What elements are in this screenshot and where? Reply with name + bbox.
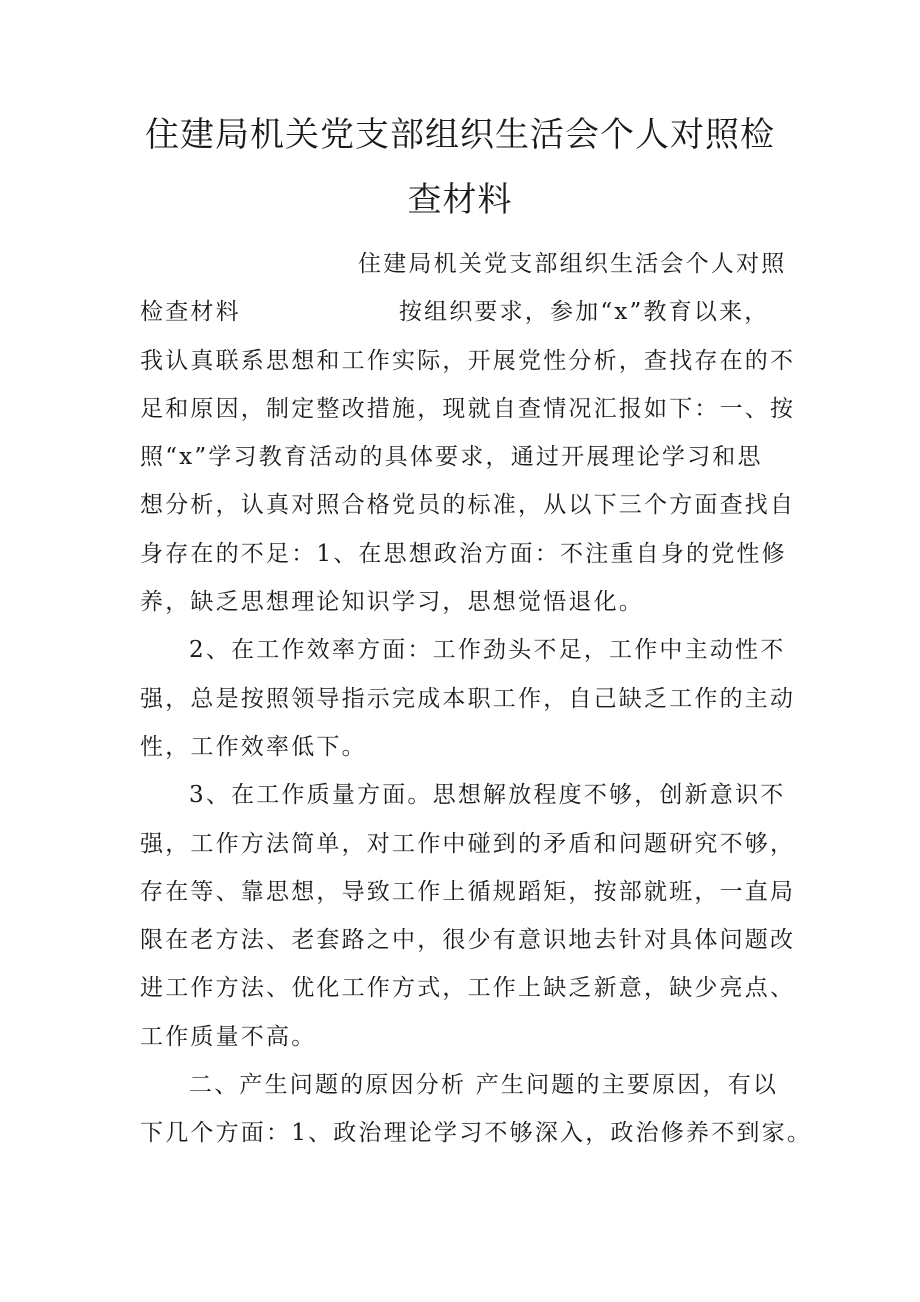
body-line: 3、在工作质量方面。思想解放程度不够，创新意识不 bbox=[189, 782, 786, 809]
body-line bbox=[140, 288, 785, 336]
body-line: 性，工作效率低下。 bbox=[140, 733, 367, 760]
body-line: 工作质量不高。 bbox=[140, 1023, 317, 1050]
body-line: 住建局机关党支部组织生活会个人对照 bbox=[358, 251, 787, 277]
body-line: 2、在工作效率方面：工作劲头不足，工作中主动性不 bbox=[189, 637, 786, 664]
body-line: 照“x”学习教育活动的具体要求，通过开展理论学习和思 bbox=[140, 444, 763, 471]
body-line: 限在老方法、老套路之中，很少有意识地去针对具体问题改 bbox=[140, 927, 796, 954]
document-title-line-2: 查材料 bbox=[407, 180, 513, 220]
body-line: 下几个方面：1、政治理论学习不够深入，政治修养不到家。 bbox=[140, 1120, 813, 1147]
body-line: 足和原因，制定整改措施，现就自查情况汇报如下：一、按 bbox=[140, 395, 796, 422]
body-line: 养，缺乏思想理论知识学习，思想觉悟退化。 bbox=[140, 589, 644, 616]
body-line-segment: 检查材料 bbox=[140, 299, 241, 326]
body-line: 我认真联系思想和工作实际，开展党性分析，查找存在的不 bbox=[140, 347, 796, 374]
body-line: 身存在的不足：1、在思想政治方面：不注重自身的党性修 bbox=[140, 540, 787, 567]
body-line: 存在等、靠思想，导致工作上循规蹈矩，按部就班，一直局 bbox=[140, 878, 796, 905]
document-body bbox=[140, 240, 813, 1158]
body-line: 进工作方法、优化工作方式，工作上缺乏新意，缺少亮点、 bbox=[140, 975, 796, 1002]
body-line: 二、产生问题的原因分析 产生问题的主要原因，有以 bbox=[189, 1072, 779, 1099]
body-line-segment: 按组织要求，参加“x”教育以来， bbox=[398, 299, 770, 326]
body-line: 强，总是按照领导指示完成本职工作，自己缺乏工作的主动 bbox=[140, 685, 796, 712]
body-line: 强，工作方法简单，对工作中碰到的矛盾和问题研究不够， bbox=[140, 830, 796, 857]
body-line: 想分析，认真对照合格党员的标准，从以下三个方面查找自 bbox=[140, 492, 796, 519]
document-title-line-1: 住建局机关党支部组织生活会个人对照检 bbox=[145, 115, 775, 155]
